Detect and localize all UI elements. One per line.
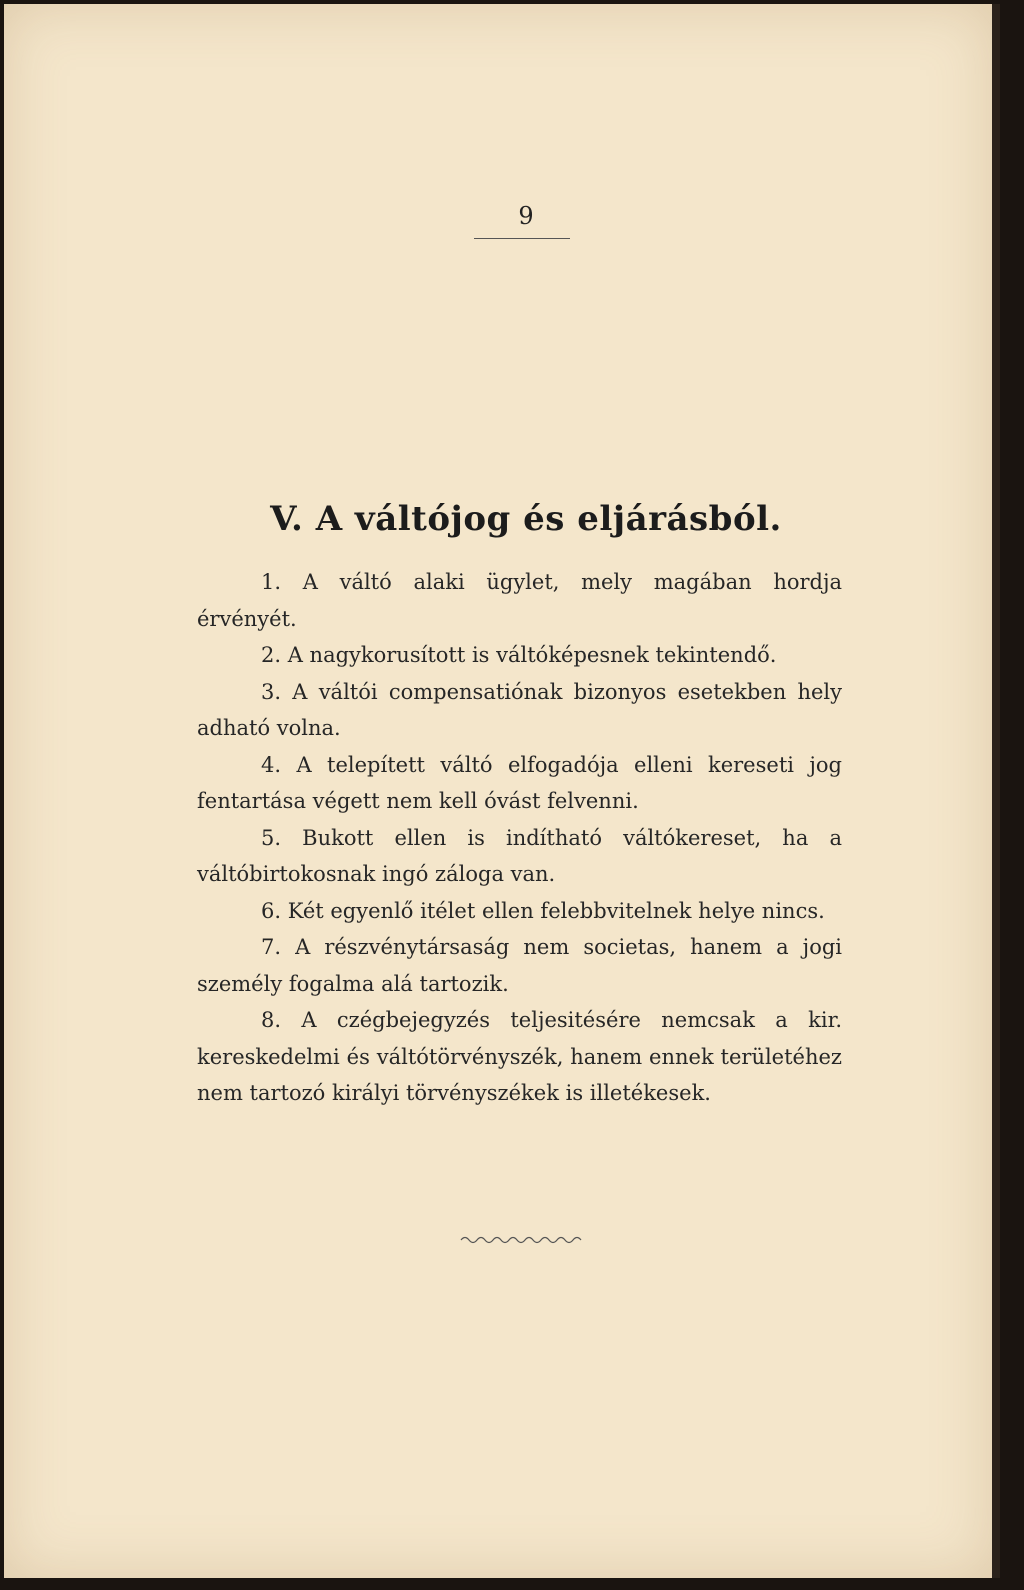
document-page [4,4,1000,1578]
paragraph-1: 1. A váltó alaki ügylet, mely magában hordja érvényét. [197,570,842,631]
section-heading: V. A váltójog és eljárásból. [270,499,782,539]
page-number: 9 [518,202,534,230]
paragraph-3: 3. A váltói compensatiónak bizonyos esetekben hely adható volna. [197,679,842,740]
wavy-ornament [459,1232,584,1248]
paragraph-4: 4. A telepített váltó elfogadója elleni kereseti jog fentartása végett nem kell óvást felvenni. [197,752,842,813]
paragraph-8: 8. A czégbejegyzés teljesitésére nemcsak a kir. kereskedelmi és váltótörvényszék, hanem ennek területéhez nem tartozó királyi törvényszékek is illetékesek. [197,1008,842,1105]
paragraph-7: 7. A részvénytársaság nem societas, hanem a jogi személy fogalma alá tartozik. [197,935,842,996]
section-body [197,564,842,1112]
paragraph-2: 2. A nagykorusított is váltóképesnek tekintendő. [261,643,777,667]
paragraph-5: 5. Bukott ellen is indítható váltókereset, ha a váltóbirtokosnak ingó záloga van. [197,825,842,886]
page-number-rule [474,238,570,239]
paragraph-6: 6. Két egyenlő itélet ellen felebbvitelnek helye nincs. [261,898,825,923]
